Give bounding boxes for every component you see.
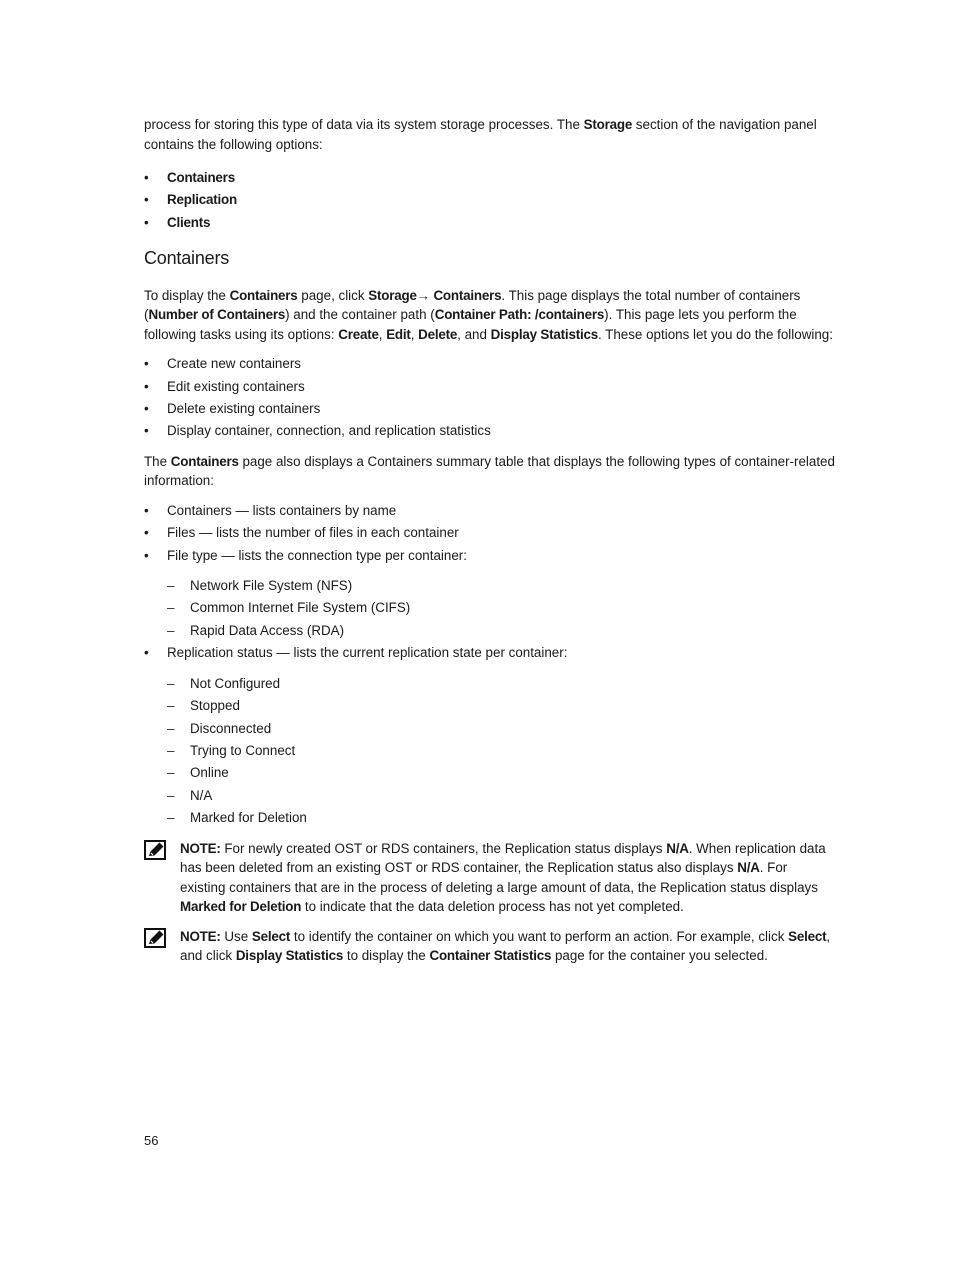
note-select: NOTE: Use Select to identify the container on which you want to perform an action. For example, click Select, and click Display Statistics to display the Container Statistics page for the container you selected. <box>144 927 836 966</box>
list-item: • Replication status — lists the current replication state per container: – Not Configured – Stopped – Disconnected – Trying to Connect – Online – N/A – Marked for Deletion <box>144 642 836 829</box>
list-item: • Containers — lists containers by name <box>144 500 836 522</box>
tasks-list <box>144 353 836 443</box>
storage-options-list <box>144 167 836 234</box>
list-item: – Marked for Deletion <box>167 807 836 829</box>
list-item: • Edit existing containers <box>144 376 836 398</box>
list-item: • Create new containers <box>144 353 836 375</box>
list-item: – Trying to Connect <box>167 740 836 762</box>
note-replication-status: NOTE: For newly created OST or RDS containers, the Replication status displays N/A. When replication data has been deleted from an existing OST or RDS container, the Replication status also displays N/A. For existing containers that are in the process of deleting a large amount of data, the Replication status displays Marked for Deletion to indicate that the data deletion process has not yet completed. <box>144 839 836 917</box>
list-item: – Not Configured <box>167 673 836 695</box>
replication-status-sublist <box>167 673 836 830</box>
list-item: • Clients <box>144 212 836 234</box>
list-item: – Rapid Data Access (RDA) <box>167 620 836 642</box>
list-item: • Containers <box>144 167 836 189</box>
list-item: • Replication <box>144 189 836 211</box>
list-item: • File type — lists the connection type per container: – Network File System (NFS) – Common Internet File System (CIFS) – Rapid Data Access (RDA) <box>144 545 836 643</box>
list-item: • Files — lists the number of files in each container <box>144 522 836 544</box>
summary-table-paragraph: The Containers page also displays a Containers summary table that displays the following types of container-related information: <box>144 453 835 489</box>
containers-paragraph: To display the Containers page, click Storage→ Containers. This page displays the total number of containers (Number of Containers) and the container path (Container Path: /containers). This page lets you perform the following tasks using its options: Create, Edit, Delete, and Display Statistics. These options let you do the following: <box>144 287 833 342</box>
list-item: – N/A <box>167 785 836 807</box>
section-heading: Containers <box>144 248 230 269</box>
info-types-list <box>144 500 836 830</box>
list-item: – Network File System (NFS) <box>167 575 836 597</box>
intro-paragraph: process for storing this type of data via its system storage processes. The Storage section of the navigation panel contains the following options: <box>144 117 817 152</box>
storage-term: Storage <box>583 117 633 132</box>
list-item: • Display container, connection, and replication statistics <box>144 420 836 442</box>
note-pencil-icon <box>144 928 166 948</box>
document-body <box>144 115 836 966</box>
list-item: • Delete existing containers <box>144 398 836 420</box>
file-type-sublist <box>167 575 836 642</box>
note-pencil-icon <box>144 840 166 860</box>
list-item: – Common Internet File System (CIFS) <box>167 597 836 619</box>
list-item: – Stopped <box>167 695 836 717</box>
list-item: – Disconnected <box>167 718 836 740</box>
page-number: 56 <box>144 1133 159 1148</box>
list-item: – Online <box>167 762 836 784</box>
